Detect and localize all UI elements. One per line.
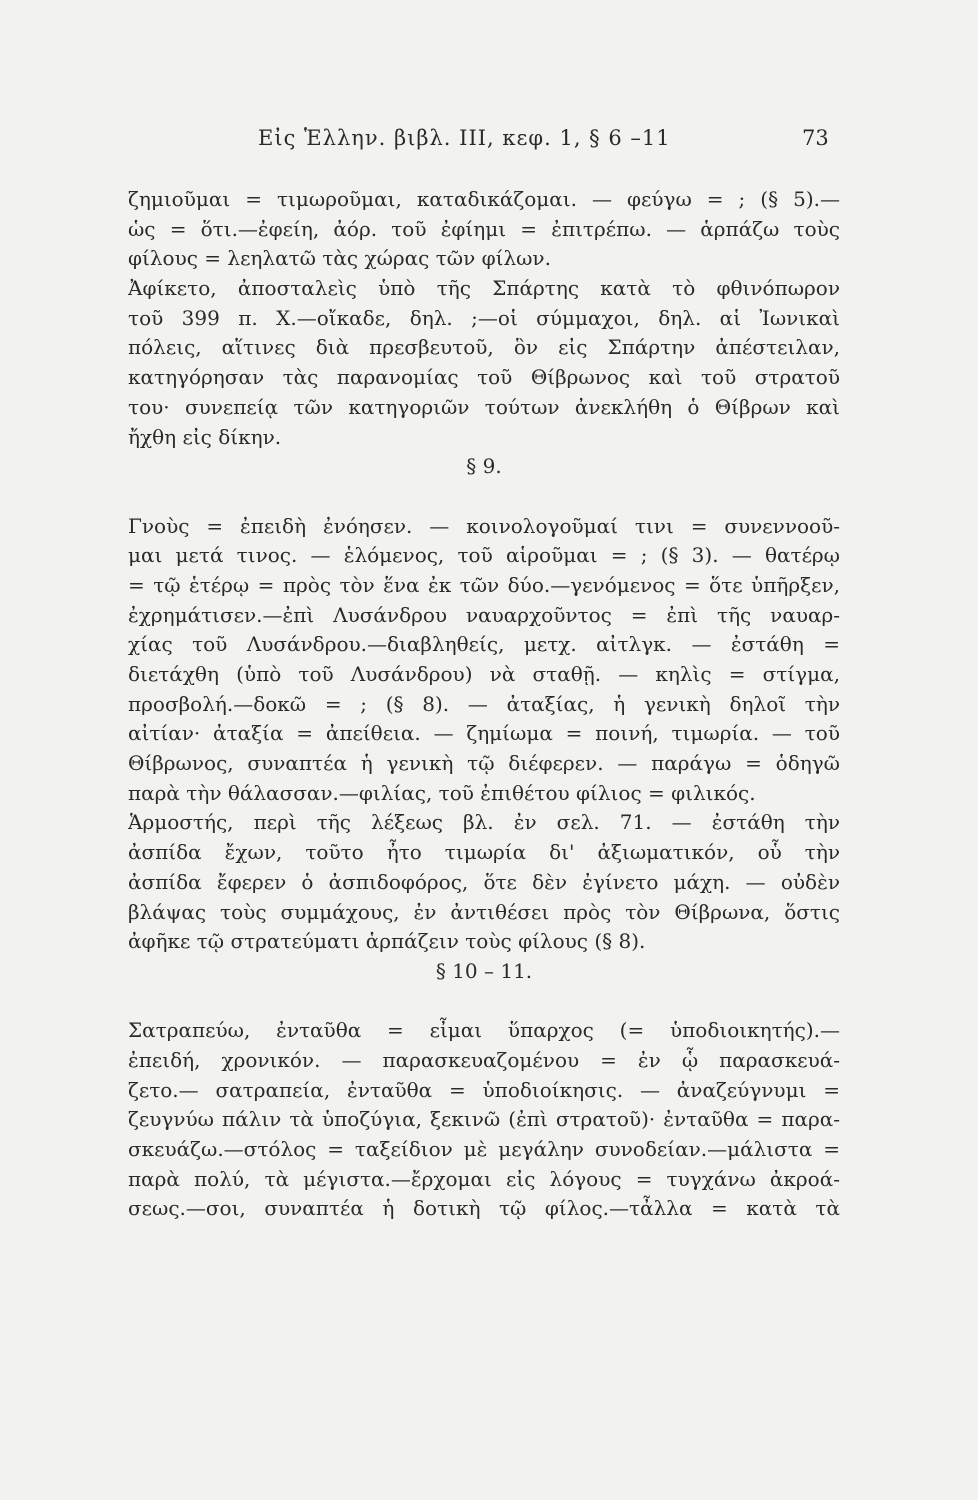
text-line: ἐπειδή, χρονικόν. — παρασκευαζομένου = ἐν ᾧ παρασκευά- <box>128 1047 840 1072</box>
text-line: διετάχθη (ὑπὸ τοῦ Λυσάνδρου) νὰ σταθῇ. — κηλὶς = στίγμα, <box>128 662 840 686</box>
text-line: ἀσπίδα ἔχων, τοῦτο ἦτο τιμωρία δι' ἀξιωματικόν, οὗ τὴν <box>128 840 840 865</box>
text-line: Ἀφίκετο, ἀποσταλεὶς ὑπὸ τῆς Σπάρτης κατὰ τὸ φθινόπωρον <box>128 276 840 301</box>
page-header <box>0 126 978 156</box>
paragraph-section-10-11-notes <box>128 1016 840 1224</box>
text-line: σεως.—σοι, συναπτέα ἡ δοτικὴ τῷ φίλος.—τἆλλα = κατὰ τὰ <box>128 1196 840 1221</box>
running-title: Εἰς Ἑλλην. βιβλ. III, κεφ. 1, § 6 –11 <box>258 126 671 150</box>
text-line: πόλεις, αἵτινες διὰ πρεσβευτοῦ, ὃν εἰς Σπάρτην ἀπέστειλαν, <box>128 335 840 360</box>
text-line: φίλους = λεηλατῶ τὰς χώρας τῶν φίλων. <box>128 246 551 271</box>
text-line: τοῦ 399 π. Χ.—οἴκαδε, δηλ. ;—οἱ σύμμαχοι, δηλ. αἱ Ἰωνικαὶ <box>128 305 840 330</box>
text-line: ὡς = ὅτι.—ἐφείη, ἀόρ. τοῦ ἐφίημι = ἐπιτρέπω. — ἁρπάζω τοὺς <box>128 216 840 241</box>
text-line: Γνοὺς = ἐπειδὴ ἐνόησεν. — κοινολογοῦμαί τινι = συνεννοοῦ- <box>128 513 840 538</box>
text-line: ζημιοῦμαι = τιμωροῦμαι, καταδικάζομαι. — φεύγω = ; (§ 5).— <box>128 187 840 211</box>
text-line: ζευγνύω πάλιν τὰ ὑποζύγια, ξεκινῶ (ἐπὶ στρατοῦ)· ἐνταῦθα = παρα- <box>128 1107 840 1132</box>
text-line: του· συνεπείᾳ τῶν κατηγοριῶν τούτων ἀνεκλήθη ὁ Θίβρων καὶ <box>128 394 840 419</box>
text-line: ἤχθη εἰς δίκην. <box>128 424 282 449</box>
paragraph-xenophon-notes-1 <box>128 185 840 452</box>
spacer <box>128 482 840 512</box>
section-heading-9: § 9. <box>466 454 502 479</box>
page-body <box>128 185 840 1224</box>
text-line: σκευάζω.—στόλος = ταξείδιον μὲ μεγάλην συνοδείαν.—μάλιστα = <box>128 1137 840 1161</box>
spacer <box>128 987 840 1017</box>
text-line: Θίβρωνος, συναπτέα ἡ γενικὴ τῷ διέφερεν. — παράγω = ὁδηγῶ <box>128 751 840 776</box>
text-line: ζετο.— σατραπεία, ἐνταῦθα = ὑποδιοίκησις. — ἀναζεύγνυμι = <box>128 1077 840 1102</box>
text-line: βλάψας τοὺς συμμάχους, ἐν ἀντιθέσει πρὸς τὸν Θίβρωνα, ὅστις <box>128 899 840 924</box>
text-line: προσβολή.—δοκῶ = ; (§ 8). — ἀταξίας, ἡ γενικὴ δηλοῖ τὴν <box>128 691 840 716</box>
text-line: = τῷ ἑτέρῳ = πρὸς τὸν ἕνα ἐκ τῶν δύο.—γενόμενος = ὅτε ὑπῆρξεν, <box>128 572 840 597</box>
text-line: κατηγόρησαν τὰς παρανομίας τοῦ Θίβρωνος καὶ τοῦ στρατοῦ <box>128 365 840 390</box>
paragraph-section-9-notes <box>128 512 840 957</box>
page-number: 73 <box>802 126 829 150</box>
text-line: παρὰ πολύ, τὰ μέγιστα.—ἔρχομαι εἰς λόγους = τυγχάνω ἀκροά- <box>128 1166 840 1191</box>
text-line: μαι μετά τινος. — ἑλόμενος, τοῦ αἱροῦμαι = ; (§ 3). — θατέρῳ <box>128 543 840 568</box>
text-line: αἰτίαν· ἀταξία = ἀπείθεια. — ζημίωμα = ποινή, τιμωρία. — τοῦ <box>128 721 840 746</box>
text-line: ἀφῆκε τῷ στρατεύματι ἁρπάζειν τοὺς φίλους (§ 8). <box>128 929 646 954</box>
section-heading-10-11: § 10 – 11. <box>435 958 533 983</box>
text-line: ἀσπίδα ἔφερεν ὁ ἀσπιδοφόρος, ὅτε δὲν ἐγίνετο μάχη. — οὐδὲν <box>128 869 840 894</box>
text-line: παρὰ τὴν θάλασσαν.—φιλίας, τοῦ ἐπιθέτου φίλιος = φιλικός. <box>128 780 756 805</box>
text-line: χίας τοῦ Λυσάνδρου.—διαβληθείς, μετχ. αἰτλγκ. — ἐστάθη = <box>128 632 840 657</box>
text-line: ἐχρημάτισεν.—ἐπὶ Λυσάνδρου ναυαρχοῦντος = ἐπὶ τῆς ναυαρ- <box>128 602 840 627</box>
text-line: Ἁρμοστής, περὶ τῆς λέξεως βλ. ἐν σελ. 71. — ἐστάθη τὴν <box>128 810 840 835</box>
text-line: Σατραπεύω, ἐνταῦθα = εἶμαι ὕπαρχος (= ὑποδιοικητής).— <box>128 1018 840 1043</box>
